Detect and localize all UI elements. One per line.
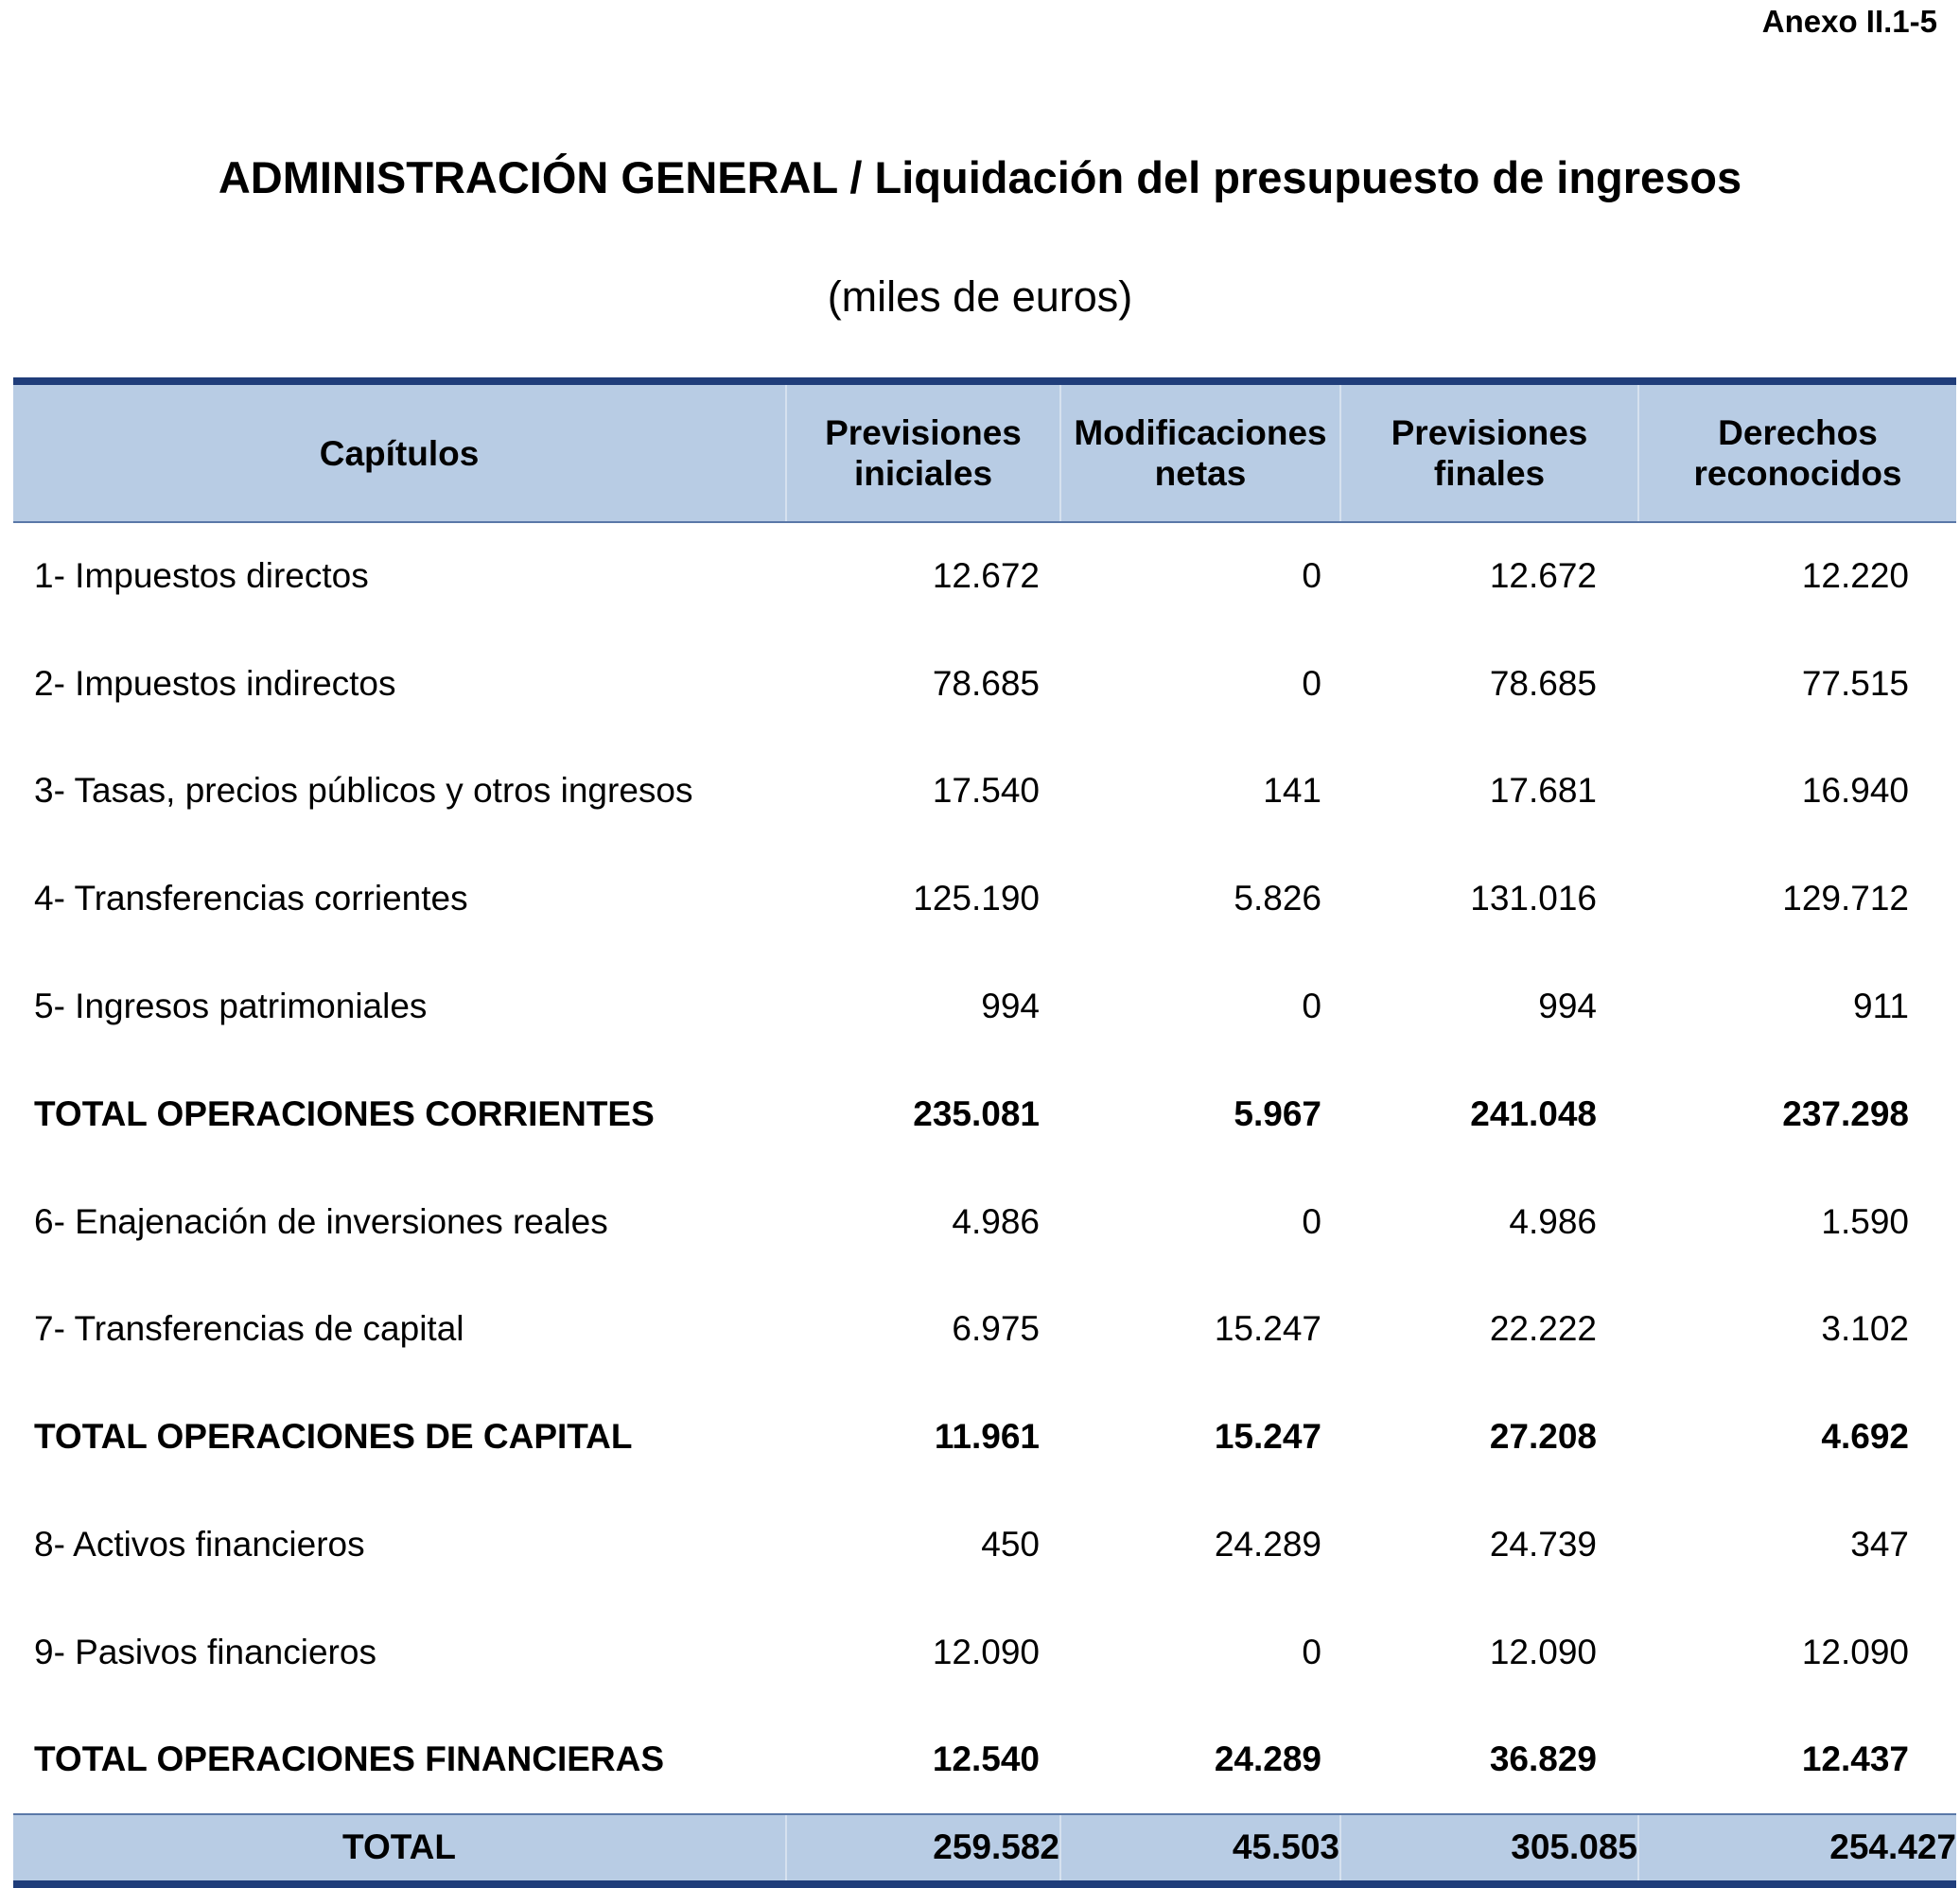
table-row — [13, 1599, 1956, 1706]
cell-final: 12.672 — [1489, 556, 1597, 596]
cell-modifications: 15.247 — [1214, 1309, 1321, 1349]
row-label: 9- Pasivos financieros — [34, 1632, 376, 1671]
cell-final: 994 — [1538, 987, 1597, 1026]
row-label: TOTAL OPERACIONES DE CAPITAL — [34, 1417, 633, 1457]
cell-rights: 16.940 — [1801, 771, 1909, 811]
row-label: 3- Tasas, precios públicos y otros ingresos — [34, 771, 693, 811]
header-final-forecasts — [1340, 381, 1638, 522]
table-row — [13, 845, 1956, 953]
cell-initial: 125.190 — [913, 879, 1040, 918]
cell-initial: 11.961 — [934, 1417, 1040, 1457]
row-label: TOTAL OPERACIONES CORRIENTES — [34, 1093, 655, 1133]
header-row — [13, 381, 1956, 522]
cell-initial: 78.685 — [932, 663, 1040, 703]
page-subtitle: (miles de euros) — [827, 272, 1133, 321]
header-net-modifications — [1060, 381, 1340, 522]
cell-initial: 6.975 — [952, 1309, 1040, 1349]
cell-rights: 347 — [1850, 1525, 1909, 1565]
cell-final: 36.829 — [1489, 1739, 1597, 1779]
cell-final: 78.685 — [1489, 663, 1597, 703]
table-row — [13, 630, 1956, 738]
cell-final: 27.208 — [1489, 1417, 1597, 1457]
header-recognized-rights — [1638, 381, 1956, 522]
cell-rights: 77.515 — [1801, 663, 1909, 703]
cell-initial: 4.986 — [952, 1201, 1040, 1241]
table-row — [13, 1168, 1956, 1276]
cell-final: 22.222 — [1489, 1309, 1597, 1349]
cell-rights: 12.220 — [1801, 556, 1909, 596]
row-label: TOTAL OPERACIONES FINANCIERAS — [34, 1739, 665, 1779]
cell-modifications: 15.247 — [1214, 1417, 1321, 1457]
cell-rights: 1.590 — [1821, 1201, 1909, 1241]
annex-label: Anexo II.1-5 — [1761, 4, 1937, 39]
cell-initial: 12.090 — [932, 1632, 1040, 1671]
row-label: 7- Transferencias de capital — [34, 1309, 464, 1349]
cell-modifications: 24.289 — [1214, 1525, 1321, 1565]
table-row — [13, 953, 1956, 1060]
total-label: TOTAL — [13, 1814, 786, 1884]
cell-initial: 994 — [981, 987, 1040, 1026]
cell-final: 12.090 — [1489, 1632, 1597, 1671]
table-row — [13, 522, 1956, 630]
header-modif-line-1: Modificaciones — [1074, 413, 1327, 452]
cell-initial: 12.672 — [932, 556, 1040, 596]
header-final-line-1: Previsiones — [1391, 413, 1588, 452]
subtotal-row-financial-operations — [13, 1706, 1956, 1814]
cell-rights: 12.090 — [1801, 1632, 1909, 1671]
header-chapters: Capítulos — [13, 381, 786, 522]
cell-final: 4.986 — [1509, 1201, 1597, 1241]
row-label: 5- Ingresos patrimoniales — [34, 987, 428, 1026]
subtotal-row-current-operations — [13, 1060, 1956, 1168]
total-initial: 259.582 — [786, 1814, 1060, 1884]
cell-rights: 911 — [1853, 987, 1909, 1026]
cell-modifications: 0 — [1302, 663, 1321, 703]
header-rights-line-2: reconocidos — [1693, 454, 1902, 493]
row-label: 2- Impuestos indirectos — [34, 663, 396, 703]
cell-rights: 4.692 — [1821, 1417, 1909, 1457]
cell-final: 241.048 — [1470, 1093, 1597, 1133]
cell-modifications: 0 — [1302, 1201, 1321, 1241]
cell-modifications: 141 — [1263, 771, 1321, 811]
cell-initial: 12.540 — [932, 1739, 1040, 1779]
cell-rights: 129.712 — [1782, 879, 1909, 918]
cell-initial: 17.540 — [932, 771, 1040, 811]
cell-rights: 237.298 — [1782, 1093, 1909, 1133]
table-body — [13, 522, 1956, 1814]
cell-final: 17.681 — [1489, 771, 1597, 811]
table-row — [13, 1276, 1956, 1384]
row-label: 6- Enajenación de inversiones reales — [34, 1201, 608, 1241]
cell-modifications: 5.826 — [1234, 879, 1321, 918]
header-initial-line-2: iniciales — [853, 454, 993, 493]
total-final: 305.085 — [1340, 1814, 1638, 1884]
row-label: 4- Transferencias corrientes — [34, 879, 468, 918]
total-modifications: 45.503 — [1060, 1814, 1340, 1884]
budget-table — [13, 377, 1956, 1888]
page-title: ADMINISTRACIÓN GENERAL / Liquidación del presupuesto de ingresos — [218, 152, 1742, 202]
total-rights: 254.427 — [1638, 1814, 1956, 1884]
cell-rights: 12.437 — [1801, 1739, 1909, 1779]
row-label: 8- Activos financieros — [34, 1525, 365, 1565]
row-label: 1- Impuestos directos — [34, 556, 369, 596]
cell-modifications: 0 — [1302, 556, 1321, 596]
header-initial-forecasts — [786, 381, 1060, 522]
grand-total-row — [13, 1814, 1956, 1884]
table-header — [13, 381, 1956, 522]
cell-final: 131.016 — [1470, 879, 1597, 918]
header-modif-line-2: netas — [1154, 454, 1247, 493]
cell-final: 24.739 — [1489, 1525, 1597, 1565]
cell-initial: 450 — [981, 1525, 1040, 1565]
cell-modifications: 0 — [1302, 987, 1321, 1026]
cell-modifications: 5.967 — [1234, 1093, 1321, 1133]
table-footer — [13, 1814, 1956, 1884]
header-final-line-2: finales — [1433, 454, 1546, 493]
header-rights-line-1: Derechos — [1718, 413, 1878, 452]
cell-modifications: 24.289 — [1214, 1739, 1321, 1779]
cell-rights: 3.102 — [1821, 1309, 1909, 1349]
cell-modifications: 0 — [1302, 1632, 1321, 1671]
cell-initial: 235.081 — [913, 1093, 1040, 1133]
subtotal-row-capital-operations — [13, 1383, 1956, 1491]
header-initial-line-1: Previsiones — [825, 413, 1022, 452]
table-row — [13, 1491, 1956, 1599]
table-row — [13, 738, 1956, 846]
